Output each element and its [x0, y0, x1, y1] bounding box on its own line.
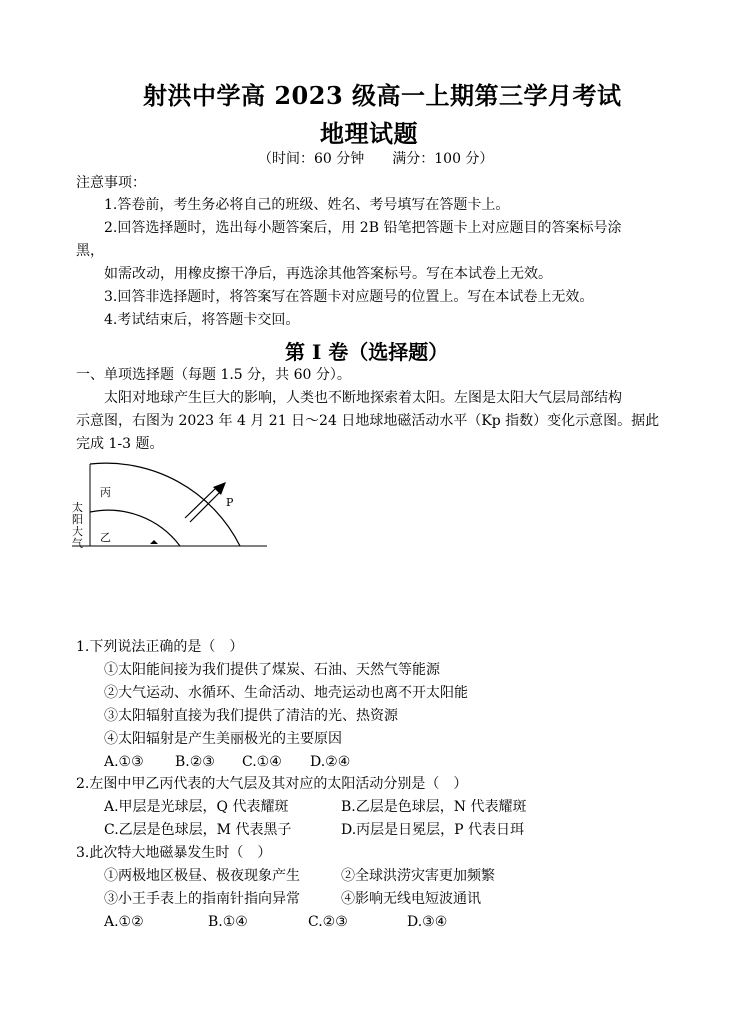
q3-answer-d: D.③④ — [407, 914, 448, 930]
q2-answer-b: B.乙层是色球层，N 代表耀斑 — [341, 799, 527, 815]
q1-stem: 1.下列说法正确的是（ ） — [76, 639, 244, 655]
part-heading: 一、单项选择题（每题 1.5 分，共 60 分）。 — [76, 367, 351, 383]
q2-answer-d: D.丙层是日冕层，P 代表日珥 — [341, 822, 525, 838]
q3-option: ①两极地区极昼、极夜现象产生 — [104, 868, 300, 884]
q1-option: ②大气运动、水循环、生命活动、地壳运动也离不开太阳能 — [104, 685, 468, 701]
note-item: 3.回答非选择题时，将答案写在答题卡对应题号的位置上。写在本试卷上无效。 — [104, 289, 594, 305]
q3-option: ④影响无线电短波通讯 — [341, 891, 481, 907]
note-item: 如需改动，用橡皮擦干净后，再选涂其他答案标号。写在本试卷上无效。 — [104, 266, 552, 282]
subject-title: 地理试题 — [320, 119, 418, 148]
vertical-label: 太阳大气 — [72, 501, 83, 550]
q2-stem: 2.左图中甲乙丙代表的大气层及其对应的太阳活动分别是（ ） — [76, 776, 468, 792]
exam-title: 射洪中学高 2023 级高一上期第三学月考试 — [143, 81, 622, 110]
outer-layer-arc — [90, 463, 240, 546]
note-item: 4.考试结束后，将答题卡交回。 — [104, 312, 300, 328]
q2-answer-a: A.甲层是光球层，Q 代表耀斑 — [104, 799, 289, 815]
solar-atmosphere-figure — [72, 462, 267, 552]
q1-answer-c: C.①④ — [242, 754, 282, 770]
arrow-label-p: P — [226, 496, 234, 509]
q3-answer-a: A.①② — [104, 914, 144, 930]
q1-answer-a: A.①③ — [104, 754, 144, 770]
note-item-continued: 黑， — [76, 243, 104, 259]
exam-info: （时间：60 分钟 满分：100 分） — [258, 151, 494, 167]
q1-answer-d: D.②④ — [310, 754, 351, 770]
section-title: 第 I 卷（选择题） — [285, 340, 449, 364]
q1-option: ④太阳辐射是产生美丽极光的主要原因 — [104, 731, 342, 747]
q3-answer-c: C.②③ — [308, 914, 348, 930]
q1-option: ①太阳能间接为我们提供了煤炭、石油、天然气等能源 — [104, 662, 440, 678]
q3-stem: 3.此次特大地磁暴发生时（ ） — [76, 845, 272, 861]
q3-option: ②全球洪涝灾害更加频繁 — [341, 868, 495, 884]
intro-line: 示意图，右图为 2023 年 4 月 21 日～24 日地球地磁活动水平（Kp 指数）变化示意图。据此 — [76, 413, 660, 429]
notes-heading: 注意事项： — [76, 175, 146, 191]
q1-option: ③太阳辐射直接为我们提供了清洁的光、热资源 — [104, 708, 398, 724]
intro-line: 太阳对地球产生巨大的影响，人类也不断地探索着太阳。左图是太阳大气层局部结构 — [104, 390, 622, 406]
note-item: 2.回答选择题时，选出每小题答案后，用 2B 铅笔把答题卡上对应题目的答案标号涂 — [104, 220, 622, 236]
q3-answer-b: B.①④ — [208, 914, 248, 930]
q1-answer-b: B.②③ — [175, 754, 215, 770]
q2-answer-c: C.乙层是色球层，M 代表黑子 — [104, 822, 292, 838]
note-item: 1.答卷前，考生务必将自己的班级、姓名、考号填写在答题卡上。 — [104, 197, 510, 213]
arrow-p — [185, 486, 218, 518]
intro-line: 完成 1-3 题。 — [76, 436, 164, 452]
layer-label-yi: 乙 — [100, 531, 111, 544]
q3-option: ③小王手表上的指南针指向异常 — [104, 891, 300, 907]
layer-label-bing: 丙 — [100, 486, 111, 499]
